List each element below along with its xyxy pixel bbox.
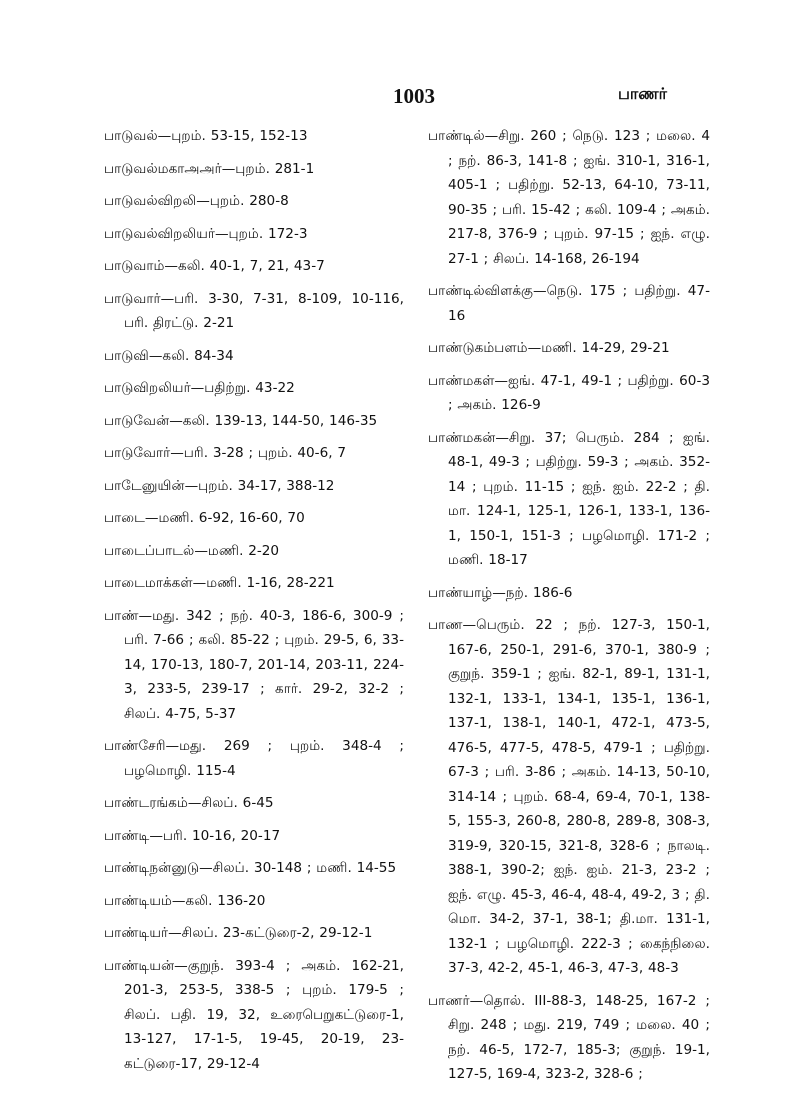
index-entry: பாடுவாம்—கலி. 40-1, 7, 21, 43-7 xyxy=(104,258,325,274)
running-head: பாணர் xyxy=(618,84,667,103)
index-entry: பாண்டில்—சிறு. 260 ; நெடு. 123 ; மலை. 4 ; நற். 86-3, 141-8 ; ஐங். 310-1, 316-1, 405-1 ; பதிற்று. 52-13, 64-10, 73-11, 90-35 ; பரி. 15-42 ; கலி. 109-4 ; அகம். 217-8, 376-9 ; புறம். 97-15 ; ஐந். எழு. 27-1 ; சிலப். 14-168, 26-194 xyxy=(428,128,710,267)
index-entry: பாண்யாழ்—நற். 186-6 xyxy=(428,584,573,601)
index-entry: பாண்டி—பரி. 10-16, 20-17 xyxy=(104,827,281,844)
index-entry: பாண்டிநன்னுடு—சிலப். 30-148 ; மணி. 14-55 xyxy=(104,860,397,876)
index-entry: பாண்டியன்—குறுந். 393-4 ; அகம். 162-21, 201-3, 253-5, 338-5 ; புறம். 179-5 ; சிலப். பதி. 19, 32, உரைபெறுகட்டுரை-1, 13-127, 17-1-5, 19-45, 20-19, 23-கட்டுரை-17, 29-12-4 xyxy=(104,957,404,1072)
index-entry: பாண்—மது. 342 ; நற். 40-3, 186-6, 300-9 ; பரி. 7-66 ; கலி. 85-22 ; புறம். 29-5, 6, 33-14, 170-13, 180-7, 201-14, 203-11, 224-3, 233-5, 239-17 ; கார். 29-2, 32-2 ; சிலப். 4-75, 5-37 xyxy=(104,607,404,722)
index-entry: பாடுவிறலியர்—பதிற்று. 43-22 xyxy=(104,380,295,396)
page-number: 1003 xyxy=(393,84,435,108)
left-column xyxy=(104,124,404,1084)
page-header xyxy=(0,84,800,114)
index-entry: பாண்மகள்—ஐங். 47-1, 49-1 ; பதிற்று. 60-3 ; அகம். 126-9 xyxy=(428,372,710,413)
index-entry: பாடை—மணி. 6-92, 16-60, 70 xyxy=(104,510,305,526)
index-entry: பாணர்—தொல். III-88-3, 148-25, 167-2 ; சிறு. 248 ; மது. 219, 749 ; மலை. 40 ; நற். 46-5, 172-7, 185-3; குறுந். 19-1, 127-5, 169-4, 323-2, 328-6 ; xyxy=(428,992,710,1082)
index-entry: பாடுவி—கலி. 84-34 xyxy=(104,347,234,364)
right-column xyxy=(428,124,710,1095)
index-entry: பாடுவல்—புறம். 53-15, 152-13 xyxy=(104,128,308,144)
index-entry: பாண்மகன்—சிறு. 37; பெரும். 284 ; ஐங். 48-1, 49-3 ; பதிற்று. 59-3 ; அகம். 352-14 ; புறம். 11-15 ; ஐந். ஐம். 22-2 ; தி. மா. 124-1, 125-1, 126-1, 133-1, 136-1, 150-1, 151-3 ; பழமொழி. 171-2 ; மணி. 18-17 xyxy=(428,429,710,568)
index-entry: பாடுவல்மகாஅஅர்—புறம். 281-1 xyxy=(104,160,315,177)
index-entry: பாண்சேரி—மது. 269 ; புறம். 348-4 ; பழமொழி. 115-4 xyxy=(104,738,404,779)
index-entry: பாடுவல்விறலியர்—புறம். 172-3 xyxy=(104,225,308,242)
index-entry: பாடுவோர்—பரி. 3-28 ; புறம். 40-6, 7 xyxy=(104,445,347,461)
index-entry: பாடைமாக்கள்—மணி. 1-16, 28-221 xyxy=(104,575,335,591)
index-entry: பாடுவல்விறலி—புறம். 280-8 xyxy=(104,193,289,209)
index-entry: பாடுவார்—பரி. 3-30, 7-31, 8-109, 10-116, பரி. திரட்டு. 2-21 xyxy=(104,290,404,331)
index-entry: பாண்டில்விளக்கு—நெடு. 175 ; பதிற்று. 47-16 xyxy=(428,283,710,324)
index-entry: பாண—பெரும். 22 ; நற். 127-3, 150-1, 167-6, 250-1, 291-6, 370-1, 380-9 ; குறுந். 359-1 ; ஐங். 82-1, 89-1, 131-1, 132-1, 133-1, 134-1, 135-1, 136-1, 137-1, 138-1, 140-1, 472-1, 473-5, 476-5, 477-5, 478-5, 479-1 ; பதிற்று. 67-3 ; பரி. 3-86 ; அகம். 14-13, 50-10, 314-14 ; புறம். 68-4, 69-4, 70-1, 138-5, 155-3, 260-8, 280-8, 289-8, 308-3, 319-9, 320-15, 321-8, 328-6 ; நாலடி. 388-1, 390-2; ஐந். ஐம். 21-3, 23-2 ; ஐந். எழு. 45-3, 46-4, 48-4, 49-2, 3 ; தி. மொ. 34-2, 37-1, 38-1; தி.மா. 131-1, 132-1 ; பழமொழி. 222-3 ; கைந்நிலை. 37-3, 42-2, 45-1, 46-3, 47-3, 48-3 xyxy=(428,617,710,976)
index-entry: பாடேனுயின்—புறம். 34-17, 388-12 xyxy=(104,477,335,494)
index-entry: பாண்டுகம்பளம்—மணி. 14-29, 29-21 xyxy=(428,340,670,356)
index-entry: பாடுவேன்—கலி. 139-13, 144-50, 146-35 xyxy=(104,412,378,429)
index-entry: பாடைப்பாடல்—மணி. 2-20 xyxy=(104,542,280,559)
index-entry: பாண்டியம்—கலி. 136-20 xyxy=(104,892,266,909)
index-entry: பாண்டரங்கம்—சிலப். 6-45 xyxy=(104,795,274,811)
index-entry: பாண்டியர்—சிலப். 23-கட்டுரை-2, 29-12-1 xyxy=(104,925,373,941)
